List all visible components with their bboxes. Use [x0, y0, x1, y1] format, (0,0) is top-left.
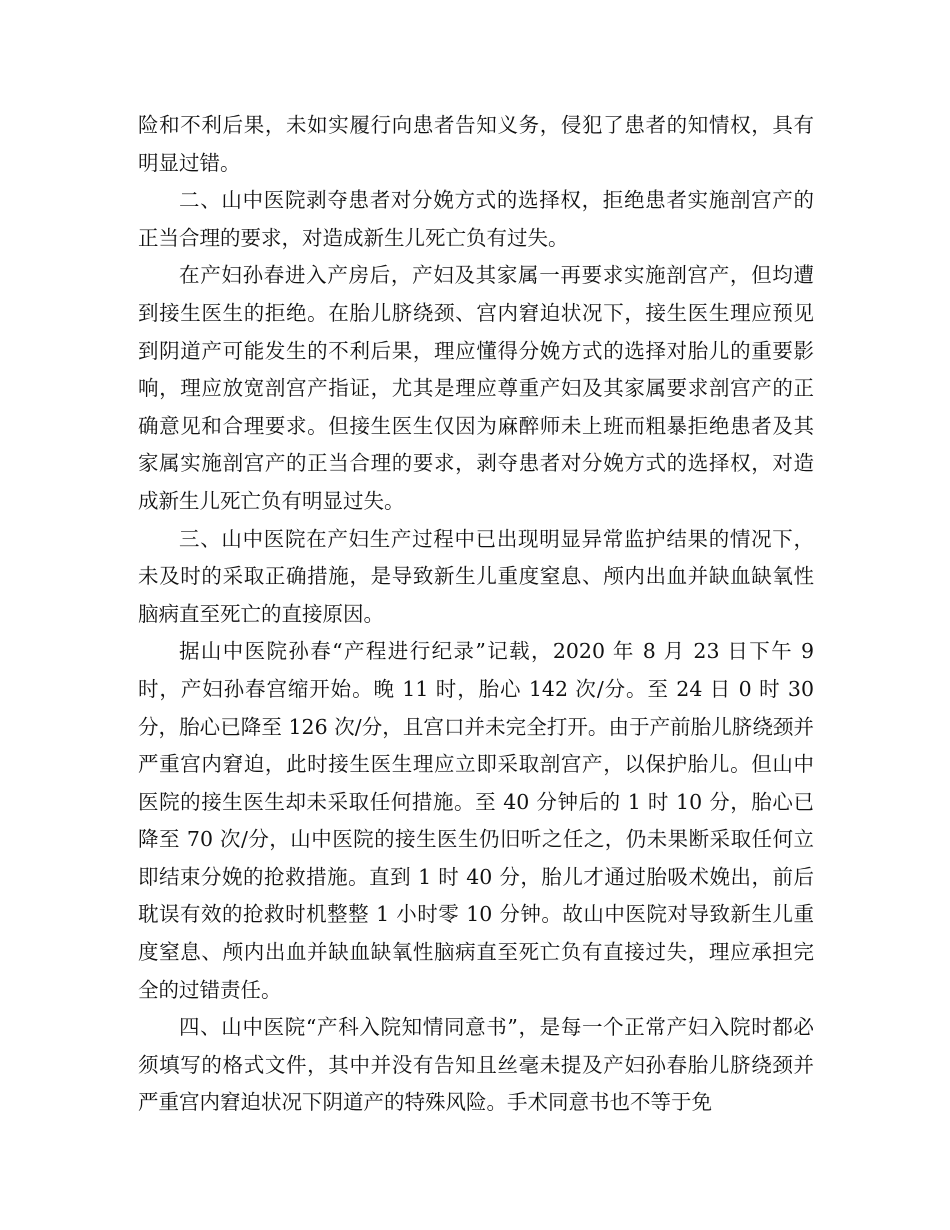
paragraph-section-three-body: 据山中医院孙春“产程进行纪录”记载，2020 年 8 月 23 日下午 9 时，产妇孙春宫缩开始。晚 11 时，胎心 142 次/分。至 24 日 0 时 30 分，胎心已降至 126 次/分，且宫口并未完全打开。由于产前胎儿脐绕颈并严重宫内窘迫，此时接生医生理应立即采取剖宫产，以保护胎儿。但山中医院的接生医生却未采取任何措施。至 40 分钟后的 1 时 10 分，胎心已降至 70 次/分，山中医院的接生医生仍旧听之任之，仍未果断采取任何立即结束分娩的抢救措施。直到 1 时 40 分，胎儿才通过胎吸术娩出，前后耽误有效的抢救时机整整 1 小时零 10 分钟。故山中医院对导致新生儿重度窒息、颅内出血并缺血缺氧性脑病直至死亡负有直接过失，理应承担完全的过错责任。: [138, 639, 814, 1002]
document-body: [138, 107, 814, 1122]
paragraph-section-two-body: 在产妇孙春进入产房后，产妇及其家属一再要求实施剖宫产，但均遭到接生医生的拒绝。在胎儿脐绕颈、宫内窘迫状况下，接生医生理应预见到阴道产可能发生的不利后果，理应懂得分娩方式的选择对胎儿的重要影响，理应放宽剖宫产指证，尤其是理应尊重产妇及其家属要求剖宫产的正确意见和合理要求。但接生医生仅因为麻醉师未上班而粗暴拒绝患者及其家属实施剖宫产的正当合理的要求，剥夺患者对分娩方式的选择权，对造成新生儿死亡负有明显过失。: [138, 263, 814, 513]
paragraph-section-four: 四、山中医院“产科入院知情同意书”，是每一个正常产妇入院时都必须填写的格式文件，其中并没有告知且丝毫未提及产妇孙春胎儿脐绕颈并严重宫内窘迫状况下阴道产的特殊风险。手术同意书也不等于免: [138, 1015, 814, 1115]
paragraph-section-two-heading: 二、山中医院剥夺患者对分娩方式的选择权，拒绝患者实施剖宫产的正当合理的要求，对造成新生儿死亡负有过失。: [138, 188, 814, 250]
paragraph-continued: 险和不利后果，未如实履行向患者告知义务，侵犯了患者的知情权，具有明显过错。: [138, 113, 814, 175]
paragraph-section-three-heading: 三、山中医院在产妇生产过程中已出现明显异常监护结果的情况下，未及时的采取正确措施，是导致新生儿重度窒息、颅内出血并缺血缺氧性脑病直至死亡的直接原因。: [138, 526, 814, 626]
